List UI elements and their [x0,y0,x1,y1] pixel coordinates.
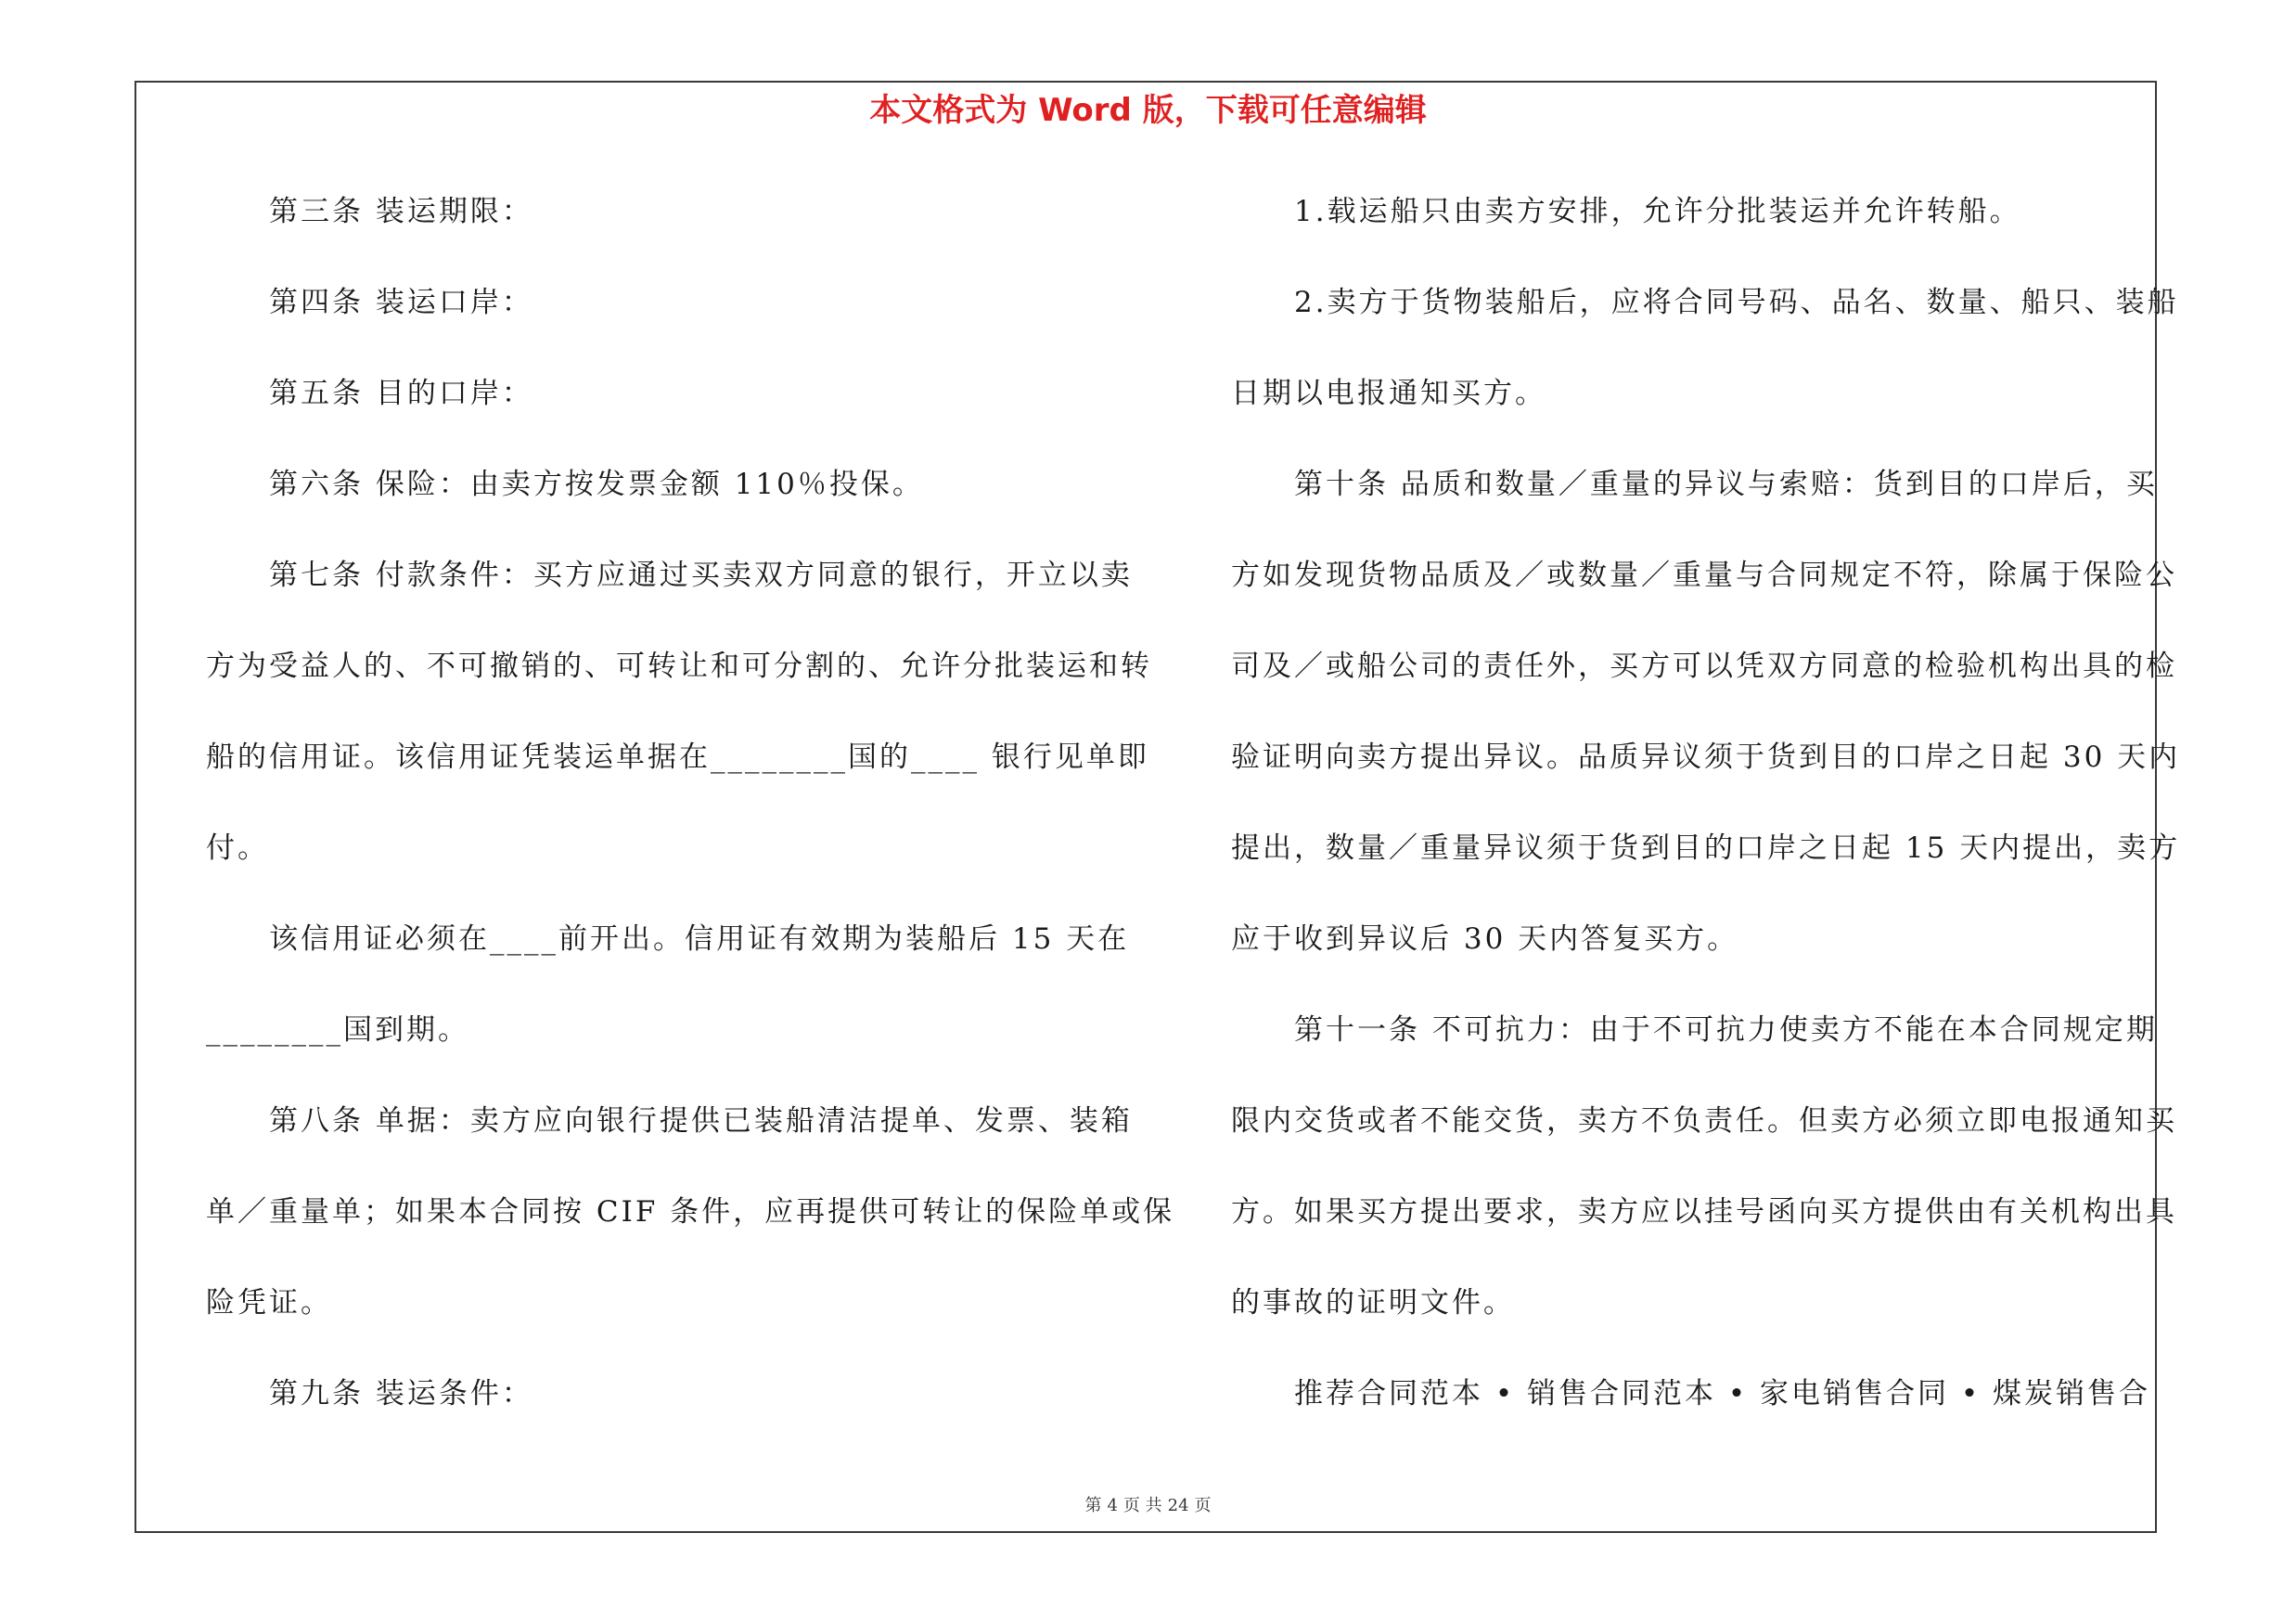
footer-middle: 页 共 [1122,1496,1162,1515]
article-10-line-6: 应于收到异议后 30 天内答复买方。 [1231,922,1739,956]
article-10-line-2: 方如发现货物品质及／或数量／重量与合同规定不符，除属于保险公 [1231,559,2177,592]
credit-validity-line-2: ________国到期。 [206,1013,469,1047]
article-3-line: 第三条 装运期限： [269,195,533,228]
article-4-line: 第四条 装运口岸： [269,286,533,319]
total-page-count: 24 [1167,1496,1189,1515]
article-5-line: 第五条 目的口岸： [269,377,533,410]
credit-validity-line-1: 该信用证必须在____前开出。信用证有效期为装船后 15 天在 [269,922,1130,956]
article-10-line-3: 司及／或船公司的责任外，买方可以凭双方同意的检验机构出具的检 [1231,650,2177,683]
article-11-line-1: 第十一条 不可抗力：由于不可抗力使卖方不能在本合同规定期 [1294,1013,2158,1047]
current-page-number: 4 [1107,1496,1118,1515]
recommended-contracts-line: 推荐合同范本 • 销售合同范本 • 家电销售合同 • 煤炭销售合 [1294,1377,2150,1410]
article-7-line-1: 第七条 付款条件：买方应通过买卖双方同意的银行，开立以卖 [269,559,1133,592]
article-6-line: 第六条 保险：由卖方按发票金额 110％投保。 [269,468,924,501]
article-11-line-4: 的事故的证明文件。 [1231,1286,1515,1320]
left-column [206,181,1175,1454]
article-11-line-2: 限内交货或者不能交货，卖方不负责任。但卖方必须立即电报通知买 [1231,1104,2177,1138]
article-7-line-3: 船的信用证。该信用证凭装运单据在________国的____ 银行见单即 [206,741,1149,774]
article-8-line-2: 单／重量单；如果本合同按 CIF 条件，应再提供可转让的保险单或保 [206,1195,1175,1229]
footer-prefix: 第 [1084,1496,1102,1515]
footer-suffix: 页 [1194,1496,1212,1515]
article-10-line-1: 第十条 品质和数量／重量的异议与索赔：货到目的口岸后，买 [1294,468,2158,501]
right-column [1231,181,2181,1454]
article-10-line-4: 验证明向卖方提出异议。品质异议须于货到目的口岸之日起 30 天内 [1231,741,2181,774]
article-10-line-5: 提出，数量／重量异议须于货到目的口岸之日起 15 天内提出，卖方 [1231,831,2181,865]
shipping-term-1: 1.载运船只由卖方安排，允许分批装运并允许转船。 [1294,195,2021,228]
article-9-line: 第九条 装运条件： [269,1377,533,1410]
article-8-line-3: 险凭证。 [206,1286,332,1320]
shipping-term-2-line-1: 2.卖方于货物装船后，应将合同号码、品名、数量、船只、装船 [1294,286,2179,319]
word-format-banner: 本文格式为 Word 版，下载可任意编辑 [869,92,1427,129]
article-11-line-3: 方。如果买方提出要求，卖方应以挂号函向买方提供由有关机构出具 [1231,1195,2177,1229]
page-footer [0,1492,2296,1516]
article-8-line-1: 第八条 单据：卖方应向银行提供已装船清洁提单、发票、装箱 [269,1104,1133,1138]
article-7-line-2: 方为受益人的、不可撤销的、可转让和可分割的、允许分批装运和转 [206,650,1152,683]
article-7-line-4: 付。 [206,831,269,865]
shipping-term-2-line-2: 日期以电报通知买方。 [1231,377,1546,410]
